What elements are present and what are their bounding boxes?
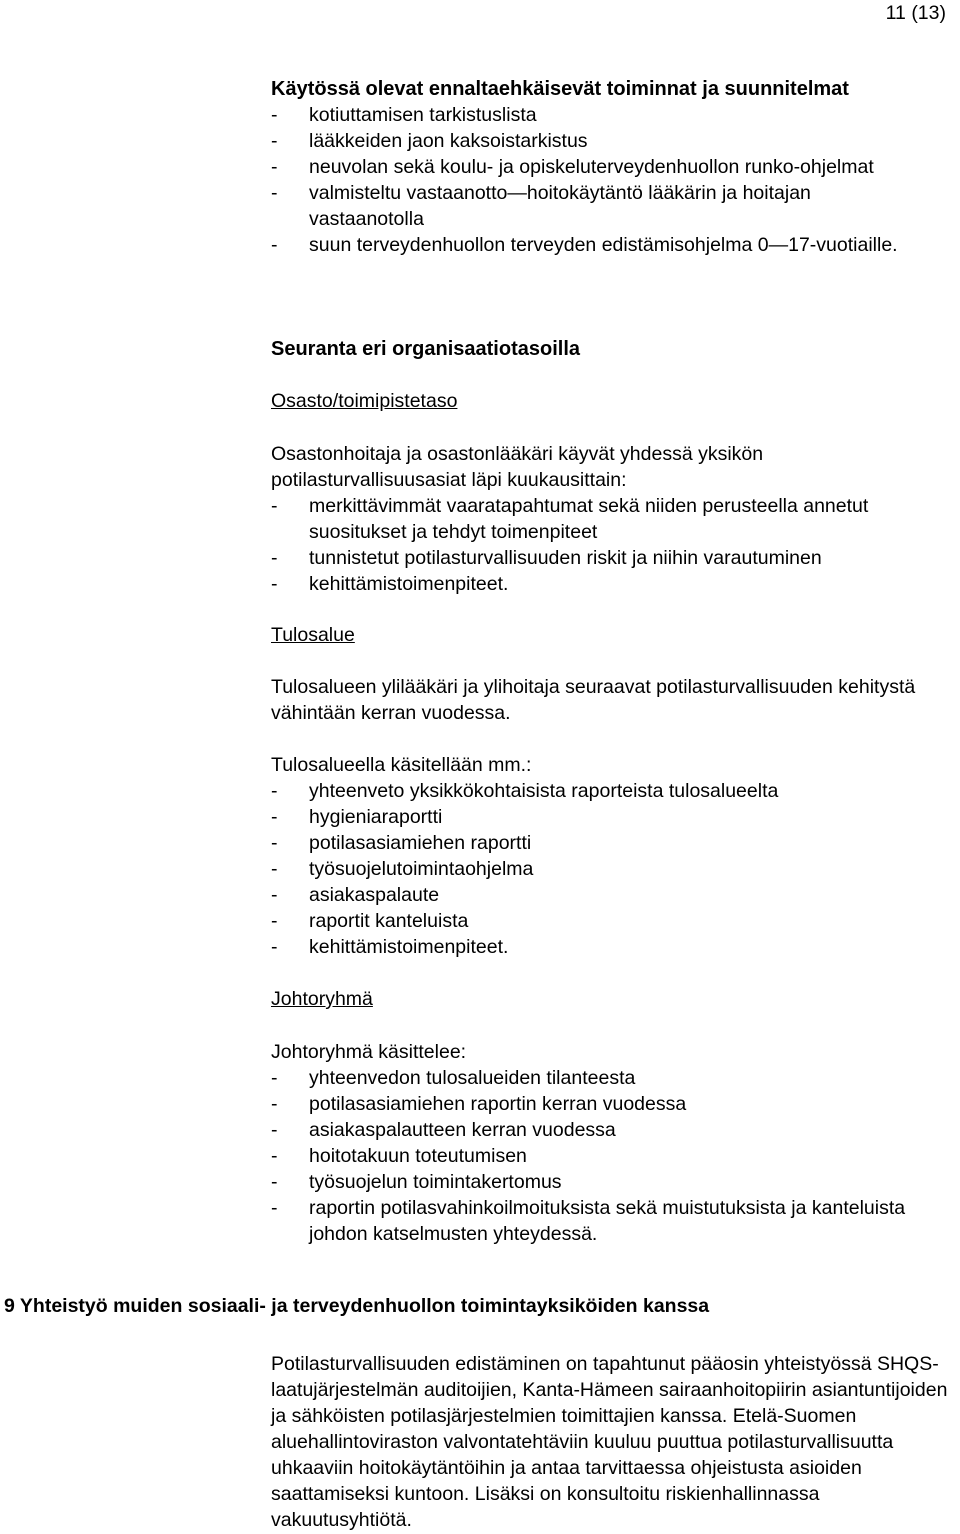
chapter-9-title: 9 Yhteistyö muiden sosiaali- ja terveydenhuollon toimintayksiköiden kanssa bbox=[4, 1295, 710, 1317]
management-list-intro: Johtoryhmä käsittelee: bbox=[271, 1041, 467, 1063]
list-item: - hoitotakuun toteutumisen bbox=[271, 1143, 941, 1169]
result-area-list bbox=[271, 778, 941, 960]
list-item: - merkittävimmät vaaratapahtumat sekä niiden perusteella annetut suositukset ja tehdyt toimenpiteet bbox=[271, 493, 955, 545]
management-section bbox=[271, 1039, 941, 1247]
unit-level-list bbox=[271, 493, 955, 597]
list-item: - neuvolan sekä koulu- ja opiskeluterveydenhuollon runko-ohjelmat bbox=[271, 154, 879, 180]
list-item: - työsuojelutoimintaohjelma bbox=[271, 856, 941, 882]
list-item: - työsuojelun toimintakertomus bbox=[271, 1169, 941, 1195]
preventive-section bbox=[271, 76, 931, 258]
result-area-title: Tulosalue bbox=[271, 624, 355, 646]
list-item: - tunnistetut potilasturvallisuuden riskit ja niihin varautuminen bbox=[271, 545, 955, 571]
page-number: 11 (13) bbox=[885, 2, 946, 24]
list-item: - kehittämistoimenpiteet. bbox=[271, 934, 941, 960]
list-item: - asiakaspalautteen kerran vuodessa bbox=[271, 1117, 941, 1143]
result-area-section bbox=[271, 674, 941, 960]
result-area-list-intro: Tulosalueella käsitellään mm.: bbox=[271, 754, 532, 776]
unit-level-title: Osasto/toimipistetaso bbox=[271, 390, 458, 412]
list-item: - kehittämistoimenpiteet. bbox=[271, 571, 955, 597]
list-item: - lääkkeiden jaon kaksoistarkistus bbox=[271, 128, 931, 154]
preventive-title: Käytössä olevat ennaltaehkäisevät toiminnat ja suunnitelmat bbox=[271, 78, 849, 100]
list-item: - raportin potilasvahinkoilmoituksista sekä muistutuksista ja kanteluista johdon katselmusten yhteydessä. bbox=[271, 1195, 941, 1247]
list-item: - valmisteltu vastaanotto—hoitokäytäntö lääkärin ja hoitajan vastaanotolla bbox=[271, 180, 929, 232]
list-item: - hygieniaraportti bbox=[271, 804, 941, 830]
list-item: - potilasasiamiehen raportin kerran vuodessa bbox=[271, 1091, 941, 1117]
list-item: - raportit kanteluista bbox=[271, 908, 941, 934]
chapter-9-body: Potilasturvallisuuden edistäminen on tapahtunut pääosin yhteistyössä SHQS-laatujärjestelmän auditoijien, Kanta-Hämeen sairaanhoitopiirin asiantuntijoiden ja sähköisten potilasjärjestelmien toimittajien kanssa. Etelä-Suomen aluehallintoviraston valvontatehtäviin kuuluu puuttua potilasturvallisuutta uhkaaviin hoitokäytäntöihin ja antaa tarvittaessa ohjeistusta asioiden saattamiseksi kuntoon. Lisäksi on konsultoitu riskienhallinnassa vakuutusyhtiötä. bbox=[271, 1353, 948, 1531]
management-list bbox=[271, 1065, 941, 1247]
monitoring-title: Seuranta eri organisaatiotasoilla bbox=[271, 338, 580, 360]
unit-level-section bbox=[271, 441, 955, 597]
list-item: - kotiuttamisen tarkistuslista bbox=[271, 102, 931, 128]
unit-level-intro: Osastonhoitaja ja osastonlääkäri käyvät yhdessä yksikön potilasturvallisuusasiat läpi kuukausittain: bbox=[271, 443, 764, 491]
list-item: - suun terveydenhuollon terveyden edistämisohjelma 0—17-vuotiaille. bbox=[271, 232, 899, 258]
list-item: - asiakaspalaute bbox=[271, 882, 941, 908]
list-item: - yhteenveto yksikkökohtaisista raporteista tulosalueelta bbox=[271, 778, 941, 804]
list-item: - yhteenvedon tulosalueiden tilanteesta bbox=[271, 1065, 941, 1091]
result-area-intro: Tulosalueen ylilääkäri ja ylihoitaja seuraavat potilasturvallisuuden kehitystä vähintään kerran vuodessa. bbox=[271, 676, 916, 724]
list-item: - potilasasiamiehen raportti bbox=[271, 830, 941, 856]
preventive-list bbox=[271, 102, 931, 258]
management-title: Johtoryhmä bbox=[271, 988, 373, 1010]
